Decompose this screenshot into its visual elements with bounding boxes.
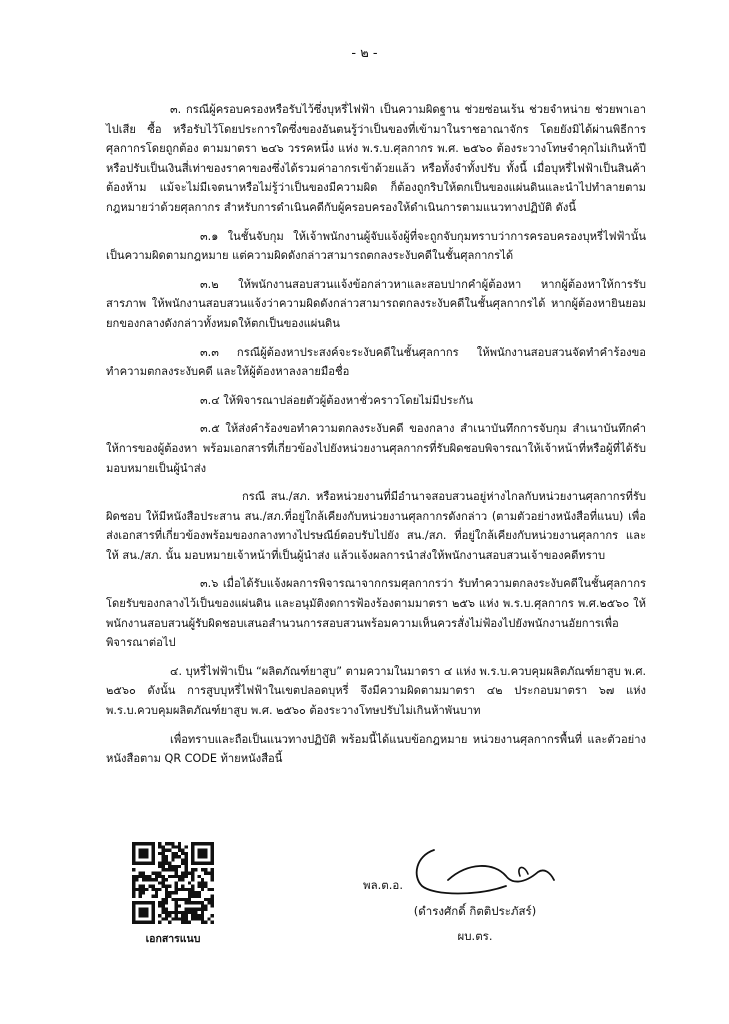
paragraph-3-3: ๓.๓ กรณีผู้ต้องหาประสงค์จะระงับคดีในชั้นศุลกากร ให้พนักงานสอบสวนจัดทำคำร้องขอทำความตกลงระงับคดี และให้ผู้ต้องหาลงลายมือชื่อ (106, 345, 646, 379)
signer-position: ผบ.ตร. (457, 929, 493, 943)
paragraph-3-5: ๓.๕ ให้ส่งคำร้องขอทำความตกลงระงับคดี ของกลาง สำเนาบันทึกการจับกุม สำเนาบันทึกคำให้การของผู้ต้องหา พร้อมเอกสารที่เกี่ยวข้องไปยังหน่วยงานศุลกากรที่รับผิดชอบพิจารณาให้เจ้าหน้าที่หรือผู้ที่ได้รับมอบหมายเป็นผู้นำส่ง (106, 422, 646, 475)
signature-icon (408, 846, 558, 900)
paragraph-3-2: ๓.๒ ให้พนักงานสอบสวนแจ้งข้อกล่าวหาและสอบปากคำผู้ต้องหา หากผู้ต้องหาให้การรับสารภาพ ให้พนักงานสอบสวนแจ้งว่าความผิดดังกล่าวสามารถตกลงระงับคดีในชั้นศุลกากรได้ หากผู้ต้องหายินยอมยกของกลางดังกล่าวทั้งหมดให้ตกเป็นของแผ่นดิน (106, 277, 646, 330)
paragraph-remote-station: กรณี สน./สภ. หรือหน่วยงานที่มีอำนาจสอบสวนอยู่ห่างไกลกับหน่วยงานศุลกากรที่รับผิดชอบ ให้มีหนังสือประสาน สน./สภ.ที่อยู่ใกล้เคียงกับหน่วยงานศุลกากรดังกล่าว (ตามตัวอย่างหนังสือที่แนบ) เพื่อส่งเอกสารที่เกี่ยวข้องพร้อมของกลางทางไปรษณีย์ตอบรับไปยัง สน./สภ. ที่อยู่ใกล้เคียงกับหน่วยงานศุลกากร และให้ สน./สภ. นั้น มอบหมายเจ้าหน้าที่เป็นผู้นำส่ง แล้วแจ้งผลการนำส่งให้พนักงานสอบสวนเจ้าของคดีทราบ (106, 490, 646, 562)
paragraph-3-4: ๓.๔ ให้พิจารณาปล่อยตัวผู้ต้องหาชั่วคราวโดยไม่มีประกัน (200, 393, 474, 407)
paragraph-3-6: ๓.๖ เมื่อได้รับแจ้งผลการพิจารณาจากกรมศุลกากรว่า รับทำความตกลงระงับคดีในชั้นศุลกากรโดยรับของกลางไว้เป็นของแผ่นดิน และอนุมัติงดการฟ้องร้องตามมาตรา ๒๕๖ แห่ง พ.ร.บ.ศุลกากร พ.ศ.๒๕๖๐ ให้พนักงานสอบสวนผู้รับผิดชอบเสนอสำนวนการสอบสวนพร้อมความเห็นควรสั่งไม่ฟ้องไปยังพนักงานอัยการเพื่อพิจารณาต่อไป (106, 577, 646, 650)
qr-code-icon[interactable] (132, 842, 214, 924)
signer-name: (ดำรงศักดิ์ กิตติประภัสร์) (413, 904, 537, 918)
closing-paragraph: เพื่อทราบและถือเป็นแนวทางปฏิบัติ พร้อมนี้ได้แนบข้อกฎหมาย หน่วยงานศุลกากรพื้นที่ และตัวอย่างหนังสือตาม QR CODE ท้ายหนังสือนี้ (106, 732, 646, 766)
page-number: - ๒ - (351, 46, 378, 61)
signer-rank: พล.ต.อ. (363, 878, 403, 892)
document-body (106, 100, 646, 769)
paragraph-4: ๔. บุหรี่ไฟฟ้าเป็น “ผลิตภัณฑ์ยาสูบ” ตามความในมาตรา ๔ แห่ง พ.ร.บ.ควบคุมผลิตภัณฑ์ยาสูบ พ.ศ. ๒๕๖๐ ดังนั้น การสูบบุหรี่ไฟฟ้าในเขตปลอดบุหรี่ จึงมีความผิดตามมาตรา ๔๒ ประกอบมาตรา ๖๗ แห่ง พ.ร.บ.ควบคุมผลิตภัณฑ์ยาสูบ พ.ศ. ๒๕๖๐ ต้องระวางโทษปรับไม่เกินห้าพันบาท (106, 664, 646, 718)
paragraph-3: ๓. กรณีผู้ครอบครองหรือรับไว้ซึ่งบุหรี่ไฟฟ้า เป็นความผิดฐาน ช่วยซ่อนเร้น ช่วยจำหน่าย ช่วยพาเอาไปเสีย ซื้อ หรือรับไว้โดยประการใดซึ่งของอันตนรู้ว่าเป็นของที่เข้ามาในราชอาณาจักร โดยยังมิได้ผ่านพิธีการศุลกากรโดยถูกต้อง ตามมาตรา ๒๔๖ วรรคหนึ่ง แห่ง พ.ร.บ.ศุลกากร พ.ศ. ๒๕๖๐ ต้องระวางโทษจำคุกไม่เกินห้าปี หรือปรับเป็นเงินสี่เท่าของราคาของซึ่งได้รวมค่าอากรเข้าด้วยแล้ว หรือทั้งจำทั้งปรับ ทั้งนี้ เมื่อบุหรี่ไฟฟ้าเป็นสินค้าต้องห้าม แม้จะไม่มีเจตนาหรือไม่รู้ว่าเป็นของมีความผิด ก็ต้องถูกริบให้ตกเป็นของแผ่นดินและนำไปทำลายตามกฎหมายว่าด้วยศุลกากร สำหรับการดำเนินคดีกับผู้ครอบครองให้ดำเนินการตามแนวทางปฏิบัติ ดังนี้ (106, 103, 646, 214)
attachment-label: เอกสารแนบ (145, 933, 201, 945)
paragraph-3-1: ๓.๑ ในชั้นจับกุม ให้เจ้าพนักงานผู้จับแจ้งผู้ที่จะถูกจับกุมทราบว่าการครอบครองบุหรี่ไฟฟ้านั้นเป็นความผิดตามกฎหมาย แต่ความผิดดังกล่าวสามารถตกลงระงับคดีในชั้นศุลกากรได้ (106, 229, 646, 263)
